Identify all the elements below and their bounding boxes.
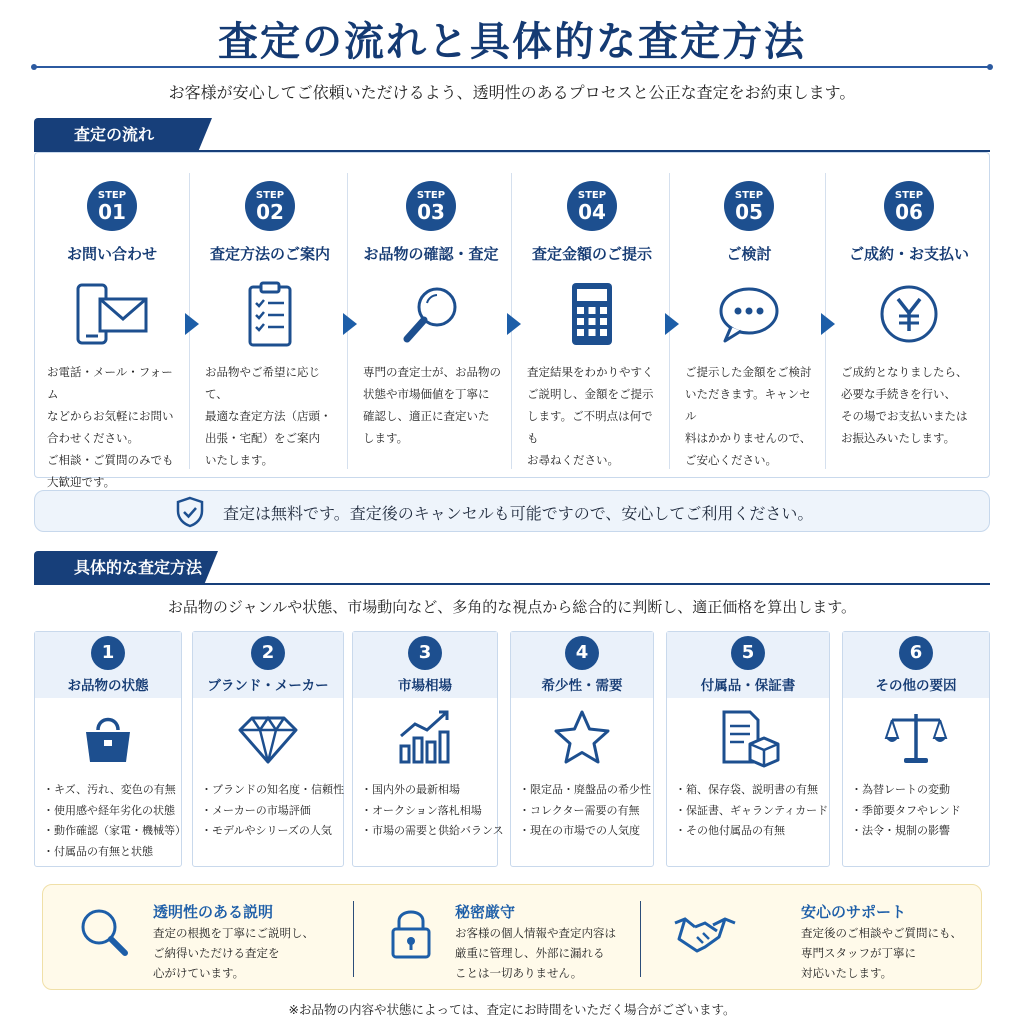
method-criteria-list: ・ブランドの知名度・信頼性 ・メーカーの市場評価 ・モデルやシリーズの人気 bbox=[201, 783, 344, 837]
method-card-1 bbox=[34, 631, 186, 867]
step-badge: STEP 01 bbox=[87, 181, 137, 231]
phone-mail-icon bbox=[72, 281, 152, 351]
method-criteria-list: ・キズ、汚れ、変色の有無 ・使用感や経年劣化の状態 ・動作確認（家電・機械等） ・付属品の有無と状態 bbox=[43, 783, 186, 858]
assurance-panel bbox=[42, 884, 982, 990]
free-appraisal-notice bbox=[34, 490, 990, 532]
method-criteria-list: ・為替レートの変動 ・季節要タフやレンド ・法令・規制の影響 bbox=[851, 783, 961, 837]
method-number: 1 bbox=[91, 636, 125, 670]
methods-section-label: 具体的な査定方法 bbox=[34, 551, 204, 585]
step-description: お電話・メール・フォーム などからお気軽にお問い 合わせください。 ご相談・ご質問のみでも 大歓迎です。 bbox=[47, 365, 174, 489]
step-title: ご検討 bbox=[726, 245, 772, 263]
page-subtitle: お客様が安心してご依頼いただけるよう、透明性のあるプロセスと公正な査定をお約束します。 bbox=[168, 83, 856, 102]
step-description: ご提示した金額をご検討 いただきます。キャンセル 料はかかりませんので、 ご安心ください。 bbox=[685, 365, 812, 467]
step-description: 査定結果をわかりやすく ご説明し、金額をご提示 します。ご不明点は何でも お尋ねください。 bbox=[527, 365, 654, 467]
handshake-icon bbox=[673, 905, 737, 961]
feature-confidentiality bbox=[383, 885, 663, 991]
step-badge: STEP 04 bbox=[567, 181, 617, 231]
method-card-4 bbox=[510, 631, 654, 867]
method-title: 市場相場 bbox=[398, 678, 452, 694]
method-criteria-list: ・箱、保存袋、説明書の有無 ・保証書、ギャランティカード ・その他付属品の有無 bbox=[675, 783, 829, 837]
step-description: 専門の査定士が、お品物の 状態や市場価値を丁寧に 確認し、適正に査定いた します。 bbox=[363, 365, 501, 445]
step-description: お品物やご希望に応じて、 最適な査定方法（店頭・ 出張・宅配）をご案内 いたします。 bbox=[205, 365, 332, 467]
star-icon bbox=[550, 708, 614, 768]
method-title: 付属品・保証書 bbox=[700, 678, 796, 694]
diamond-icon bbox=[236, 708, 300, 768]
step-title: お品物の確認・査定 bbox=[363, 245, 499, 263]
method-number: 4 bbox=[565, 636, 599, 670]
title-divider bbox=[34, 66, 990, 68]
balance-scale-icon bbox=[884, 708, 948, 768]
document-box-icon bbox=[716, 708, 780, 768]
method-title: お品物の状態 bbox=[67, 678, 149, 694]
feature-separator bbox=[353, 901, 354, 977]
step-title: 査定方法のご案内 bbox=[209, 245, 330, 263]
step-4 bbox=[515, 173, 669, 473]
handbag-icon bbox=[76, 708, 140, 768]
clipboard-checklist-icon bbox=[230, 281, 310, 351]
step-badge: STEP 03 bbox=[406, 181, 456, 231]
shield-check-icon bbox=[175, 496, 205, 528]
feature-support bbox=[673, 885, 973, 991]
method-title: ブランド・メーカー bbox=[207, 678, 329, 694]
method-card-3 bbox=[352, 631, 504, 867]
step-title: ご成約・お支払い bbox=[848, 245, 969, 263]
step-2 bbox=[193, 173, 347, 473]
step-title: 査定金額のご提示 bbox=[531, 245, 652, 263]
step-badge: STEP 06 bbox=[884, 181, 934, 231]
step-description: ご成約となりましたら、 必要な手続きを行い、 その場でお支払いまたは お振込みいたします。 bbox=[841, 365, 968, 445]
speech-bubble-icon bbox=[709, 281, 789, 351]
method-card-5 bbox=[666, 631, 830, 867]
padlock-icon bbox=[383, 905, 439, 961]
footnote: ※お品物の内容や状態によっては、査定にお時間をいただく場合がございます。 bbox=[288, 1002, 736, 1017]
feature-transparency bbox=[75, 885, 355, 991]
method-title: 希少性・需要 bbox=[541, 678, 623, 694]
step-6 bbox=[829, 173, 989, 473]
step-title: お問い合わせ bbox=[66, 245, 157, 263]
method-number: 3 bbox=[408, 636, 442, 670]
step-1 bbox=[35, 173, 189, 489]
step-badge: STEP 05 bbox=[724, 181, 774, 231]
yen-coin-icon bbox=[869, 281, 949, 351]
feature-text: 査定後のご相談やご質問にも、 専門スタッフが丁寧に 対応いたします。 bbox=[801, 926, 962, 980]
method-number: 6 bbox=[899, 636, 933, 670]
method-title: その他の要因 bbox=[875, 678, 957, 694]
flow-steps-panel bbox=[34, 152, 990, 489]
calculator-icon bbox=[552, 281, 632, 351]
method-criteria-list: ・限定品・廃盤品の希少性 ・コレクター需要の有無 ・現在の市場での人気度 bbox=[519, 783, 651, 837]
page-title: 査定の流れと具体的な査定方法 bbox=[218, 19, 806, 65]
feature-title: 安心のサポート bbox=[801, 903, 907, 921]
feature-separator bbox=[640, 901, 641, 977]
method-criteria-list: ・国内外の最新相場 ・オークション落札相場 ・市場の需要と供給バランス bbox=[361, 783, 504, 837]
feature-title: 透明性のある説明 bbox=[153, 903, 274, 921]
method-number: 2 bbox=[251, 636, 285, 670]
method-card-6 bbox=[842, 631, 990, 867]
feature-title: 秘密厳守 bbox=[455, 903, 516, 921]
bar-chart-trend-icon bbox=[393, 708, 457, 768]
step-5 bbox=[673, 173, 825, 473]
method-number: 5 bbox=[731, 636, 765, 670]
methods-section-rule bbox=[34, 583, 990, 585]
method-card-2 bbox=[192, 631, 344, 867]
feature-text: お客様の個人情報や査定内容は 厳重に管理し、外部に漏れる ことは一切ありません。 bbox=[455, 926, 616, 980]
methods-intro: お品物のジャンルや状態、市場動向など、多角的な視点から総合的に判断し、適正価格を算出します。 bbox=[167, 598, 857, 616]
step-3 bbox=[351, 173, 511, 473]
magnifier-icon bbox=[391, 281, 471, 351]
flow-section-label: 査定の流れ bbox=[34, 118, 198, 152]
step-badge: STEP 02 bbox=[245, 181, 295, 231]
feature-text: 査定の根拠を丁寧にご説明し、 ご納得いただける査定を 心がけています。 bbox=[153, 926, 314, 980]
magnifier-icon bbox=[75, 905, 131, 961]
notice-text: 査定は無料です。査定後のキャンセルも可能ですので、安心してご利用ください。 bbox=[223, 504, 814, 523]
